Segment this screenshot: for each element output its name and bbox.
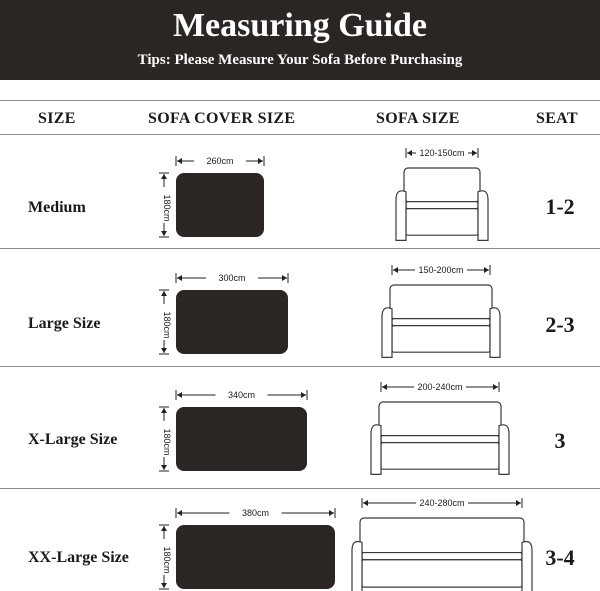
- tips-text: Tips: Please Measure Your Sofa Before Purchasing: [137, 52, 463, 68]
- sofa-icon: [352, 518, 532, 591]
- cover-width-dimension-label: 260cm: [206, 156, 234, 166]
- seat-count: 3-4: [545, 545, 575, 570]
- size-name: Medium: [28, 199, 86, 216]
- size-name: XX-Large Size: [28, 549, 129, 566]
- cover-height-dimension-label: 180cm: [162, 428, 172, 456]
- sofa-width-dimension-label: 200-240cm: [417, 382, 463, 392]
- sofa-width-dimension-label: 120-150cm: [419, 148, 465, 158]
- cover-width-dimension-label: 340cm: [227, 390, 256, 400]
- column-header-sofa: SOFA SIZE: [376, 110, 460, 127]
- cover-width-dimension-label: 300cm: [218, 273, 246, 283]
- sofa-width-dimension-label: 240-280cm: [419, 498, 465, 508]
- seat-count: 3: [554, 428, 566, 453]
- seat-count: 2-3: [545, 312, 575, 337]
- cover-width-dimension-label: 380cm: [241, 508, 270, 518]
- sofa-width-dimension: [362, 498, 522, 508]
- cover-height-dimension-label: 180cm: [162, 546, 172, 574]
- column-header-seat: SEAT: [536, 110, 578, 127]
- size-name: X-Large Size: [28, 431, 118, 448]
- cover-height-dimension-label: 180cm: [162, 194, 172, 222]
- size-name: Large Size: [28, 315, 101, 332]
- column-header-size: SIZE: [38, 110, 76, 127]
- sofa-width-dimension-label: 150-200cm: [418, 265, 464, 275]
- cover-width-dimension: [176, 508, 335, 518]
- cover-height-dimension: [159, 525, 172, 589]
- column-header-cover: SOFA COVER SIZE: [148, 110, 296, 127]
- cover-height-dimension-label: 180cm: [162, 311, 172, 339]
- page-title: Measuring Guide: [172, 7, 428, 44]
- seat-count: 1-2: [545, 194, 575, 219]
